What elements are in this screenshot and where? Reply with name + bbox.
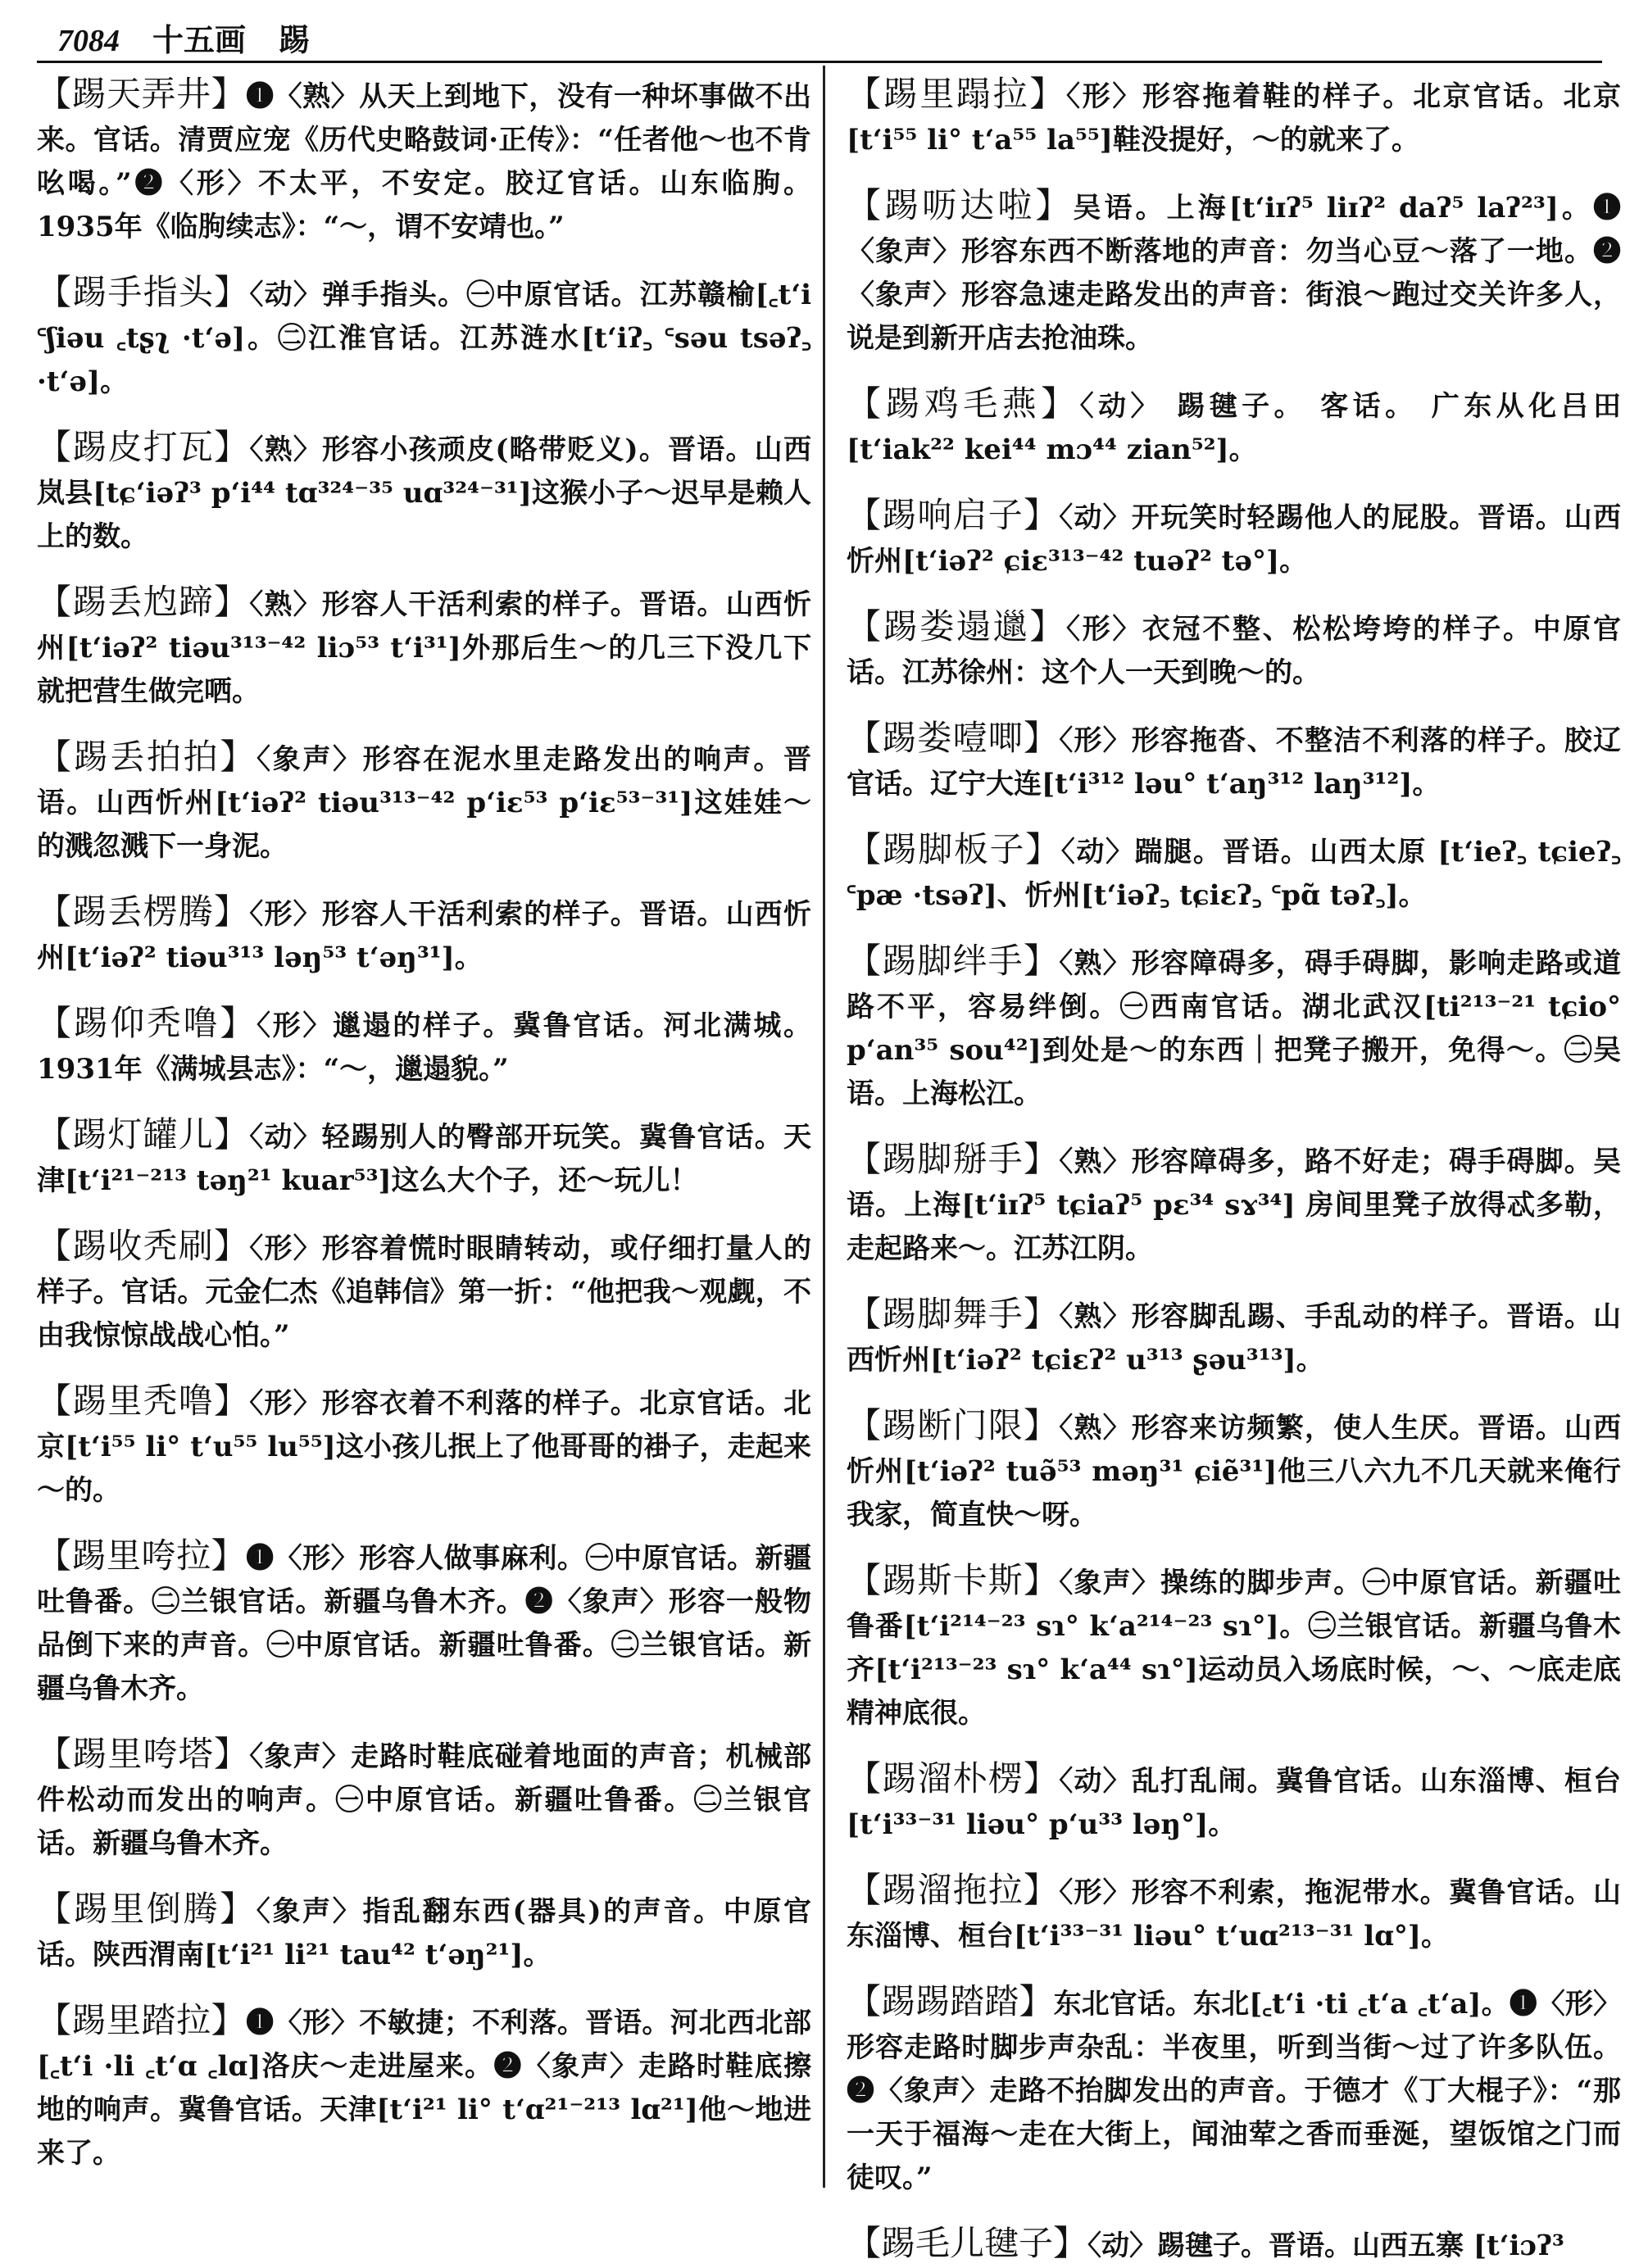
dictionary-entry [847,493,1621,583]
entry-headword: 【踢丢楞腾】 [37,891,250,932]
dictionary-entry [37,890,811,980]
entry-definition: 〈动〉乱打乱闹。冀鲁官话。山东淄博、桓台[tʻi³³⁻³¹ liəu° pʻu³³ ləŋ°]。 [847,1765,1621,1841]
section-label: 十五画 [152,21,247,58]
dictionary-entry [847,828,1621,918]
entry-headword: 【踢手指头】 [37,272,250,312]
index-character: 踢 [279,21,311,58]
dictionary-entry [37,580,811,714]
entry-headword: 【踢脚绊手】 [847,941,1060,981]
column-divider [823,66,825,2188]
entry-definition: 〈象声〉形容在泥水里走路发出的响声。晋语。山西忻州[tʻiəʔ² tiəu³¹³⁻⁴² pʻiɛ⁵³ pʻiɛ⁵³⁻³¹]这娃娃～的溅忽溅下一身泥。 [37,743,811,863]
entry-headword: 【踢脚板子】 [847,829,1061,869]
dictionary-entry [37,1224,811,1358]
entry-headword: 【踢娄噎唧】 [847,718,1060,758]
dictionary-entry [37,425,811,559]
page-header [57,15,310,56]
dictionary-entry [847,1137,1621,1271]
entry-definition: 〈象声〉指乱翻东西(器具)的声音。中原官话。陕西渭南[tʻi²¹ li²¹ tau⁴² tʻəŋ²¹]。 [37,1895,811,1971]
dictionary-entry [37,1534,811,1711]
entry-headword: 【踢里秃噜】 [37,1381,250,1421]
entry-definition: 〈形〉衣冠不整、松松垮垮的样子。中原官话。江苏徐州：这个人一天到晚～的。 [847,613,1621,689]
entry-headword: 【踢响启子】 [847,495,1060,535]
entry-headword: 【踢踢踏踏】 [847,1981,1054,2021]
dictionary-entry [37,1887,811,1977]
dictionary-entry [37,735,811,869]
entry-definition: 〈动〉踹腿。晋语。山西太原 [tʻieʔ꜆ tɕieʔ꜆ ꜂pæ ·tsəʔ]、忻州[tʻiəʔ꜆ tɕiɛʔ꜆ ꜂pɑ̃ təʔ꜆]。 [847,836,1621,912]
entry-headword: 【踢天弄井】 [37,74,247,114]
entry-headword: 【踢里倒腾】 [37,1889,257,1929]
entry-definition: 〈熟〉形容来访频繁，使人生厌。晋语。山西忻州[tʻiəʔ² tuə̃⁵³ məŋ³¹ ɕiẽ³¹]他三八六九不几天就来俺行我家，简直快～呀。 [847,1412,1621,1531]
entry-headword: 【踢娄遢邋】 [847,606,1066,646]
entry-definition: 〈象声〉操练的脚步声。㊀中原官话。新疆吐鲁番[tʻi²¹⁴⁻²³ sɿ° kʻa²¹⁴⁻²³ sɿ°]。㊁兰银官话。新疆乌鲁木齐[tʻi²¹³⁻²³ sɿ° kʻa⁴⁴ sɿ°]运动员入场底时候，～、～底走底精神底很。 [847,1567,1621,1730]
entry-headword: 【踢皮打瓦】 [37,427,250,467]
entry-definition: 〈动〉 踢毽子。 客话。 广东从化吕田[tʻiak²² kei⁴⁴ mɔ⁴⁴ zian⁵²]。 [847,390,1621,466]
dictionary-entry [847,1558,1621,1735]
header-rule [37,61,1602,63]
dictionary-entry [847,1868,1621,1958]
entry-definition: 〈形〉形容拖沓、不整洁不利落的样子。胶辽官话。辽宁大连[tʻi³¹² ləu° tʻaŋ³¹² laŋ³¹²]。 [847,724,1621,801]
entry-headword: 【踢鸡毛燕】 [847,383,1080,424]
entry-definition: 〈形〉形容不利索，拖泥带水。冀鲁官话。山东淄博、桓台[tʻi³³⁻³¹ liəu° tʻuɑ²¹³⁻³¹ lɑ°]。 [847,1876,1621,1953]
right-column [847,72,1621,2263]
entry-headword: 【踢里蹋拉】 [847,74,1066,114]
entry-definition: 吴语。上海[tʻiɪʔ⁵ liɪʔ² daʔ⁵ laʔ²³]。❶〈象声〉形容东西不断落地的声音：勿当心豆～落了一地。❷〈象声〉形容急速走路发出的声音：街浪～跑过交关许多人，说是到新开店去抢油珠。 [847,192,1621,355]
dictionary-entry [847,716,1621,806]
entry-definition: 〈熟〉形容障碍多，碍手碍脚，影响走路或道路不平，容易绊倒。㊀西南官话。湖北武汉[ti²¹³⁻²¹ tɕio° pʻan³⁵ sou⁴²]到处是～的东西｜把凳子搬开，免得～。㊁吴语。上海松江。 [847,947,1621,1110]
dictionary-entry [37,270,811,404]
dictionary-entry [847,184,1621,361]
left-column [37,72,811,2198]
entry-definition: 〈形〉邋遢的样子。冀鲁官话。河北满城。1931年《满城县志》：“～，邋遢貌。” [37,1009,811,1086]
page-number: 7084 [57,24,120,58]
entry-definition: 〈动〉弹手指头。㊀中原官话。江苏赣榆[꜀tʻi ꜂ʃiəu ꜀tʂʅ ·tʻə]。㊁江淮官话。江苏涟水[tʻiʔ꜆ ꜂səu tsəʔ꜆ ·tʻə]。 [37,279,811,398]
entry-headword: 【踢里咵塔】 [37,1734,250,1774]
entry-definition: 〈熟〉形容障碍多，路不好走；碍手碍脚。吴语。上海[tʻiɪʔ⁵ tɕiaʔ⁵ pɛ³⁴ sɤ³⁴] 房间里凳子放得忒多勒，走起路来～。江苏江阴。 [847,1145,1621,1265]
entry-headword: 【踢脚舞手】 [847,1294,1060,1334]
entry-headword: 【踢里踏拉】 [37,2000,247,2040]
entry-definition: ❶〈熟〉从天上到地下，没有一种坏事做不出来。官话。清贾应宠《历代史略鼓词·正传》：“任者他～也不肯吆喝。”❷〈形〉不太平，不安定。胶辽官话。山东临朐。1935年《临朐续志》：“～，谓不安靖也。” [37,80,811,243]
dictionary-entry [37,1998,811,2175]
dictionary-entry [37,1113,811,1203]
entry-headword: 【踢灯罐儿】 [37,1114,250,1154]
entry-headword: 【踢丢拍拍】 [37,737,257,777]
entry-definition: 〈动〉轻踢别人的臀部开玩笑。冀鲁官话。天津[tʻi²¹⁻²¹³ təŋ²¹ kuar⁵³]这么大个子，还～玩儿！ [37,1121,811,1197]
dictionary-entry [37,1732,811,1866]
entry-headword: 【踢溜朴楞】 [847,1758,1060,1799]
entry-headword: 【踢斯卡斯】 [847,1560,1060,1600]
entry-definition: 〈形〉形容衣着不利落的样子。北京官话。北京[tʻi⁵⁵ li° tʻu⁵⁵ lu⁵⁵]这小孩儿抿上了他哥哥的褂子，走起来～的。 [37,1387,811,1507]
dictionary-entry [37,1001,811,1091]
entry-headword: 【踢里咵拉】 [37,1535,247,1576]
dictionary-entry [847,1757,1621,1847]
entry-definition: ❶〈形〉不敏捷；不利落。晋语。河北西北部[꜀tʻi ·li ꜀tʻɑ ꜀lɑ]洛庆～走进屋来。❷〈象声〉走路时鞋底擦地的响声。冀鲁官话。天津[tʻi²¹ li° tʻɑ²¹⁻²¹³ lɑ²¹]他～地进来了。 [37,2007,811,2170]
dictionary-entry [37,1379,811,1513]
entry-definition: ❶〈形〉形容人做事麻利。㊀中原官话。新疆吐鲁番。㊁兰银官话。新疆乌鲁木齐。❷〈象声〉形容一般物品倒下来的声音。㊀中原官话。新疆吐鲁番。㊁兰银官话。新疆乌鲁木齐。 [37,1542,811,1705]
dictionary-entry [847,2221,1621,2268]
dictionary-entry [37,72,811,249]
entry-definition: 〈熟〉形容小孩顽皮(略带贬义)。晋语。山西岚县[tɕʻiəʔ³ pʻi⁴⁴ tɑ³²⁴⁻³⁵ uɑ³²⁴⁻³¹]这猴小子～迟早是赖人上的数。 [37,433,811,553]
entry-headword: 【踢收秃刷】 [37,1226,250,1266]
dictionary-entry [847,1292,1621,1382]
entry-definition: 〈象声〉走路时鞋底碰着地面的声音；机械部件松动而发出的响声。㊀中原官话。新疆吐鲁番。㊁兰银官话。新疆乌鲁木齐。 [37,1740,811,1860]
dictionary-entry [847,72,1621,162]
entry-headword: 【踢溜拖拉】 [847,1870,1060,1910]
dictionary-entry [847,1980,1621,2200]
entry-headword: 【踢脚掰手】 [847,1139,1060,1179]
entry-definition: 〈形〉形容着慌时眼睛转动，或仔细打量人的样子。官话。元金仁杰《追韩信》第一折：“他把我～观觑，不由我惊惊战战心怕。” [37,1232,811,1352]
entry-definition: 东北官话。东北[꜀tʻi ·ti ꜀tʻa ꜀tʻa]。❶〈形〉形容走路时脚步声杂乱：半夜里，听到当街～过了许多队伍。❷〈象声〉走路不抬脚发出的声音。于德才《丁大棍子》：“那一天于福海～走在大街上，闻油荤之香而垂涎，望饭馆之门而徒叹。” [847,1988,1621,2194]
entry-headword: 【踢仰秃噜】 [37,1003,257,1043]
entry-definition: 〈熟〉形容脚乱踢、手乱动的样子。晋语。山西忻州[tʻiəʔ² tɕiɛʔ² u³¹³ ʂəu³¹³]。 [847,1300,1621,1377]
entry-definition: 〈熟〉形容人干活利索的样子。晋语。山西忻州[tʻiəʔ² tiəu³¹³⁻⁴² liɔ⁵³ tʻi³¹]外那后生～的几三下没几下就把营生做完哂。 [37,588,811,708]
entry-definition: 〈形〉形容人干活利索的样子。晋语。山西忻州[tʻiəʔ² tiəu³¹³ ləŋ⁵³ tʻəŋ³¹]。 [37,898,811,974]
entry-headword: 【踢呖达啦】 [847,185,1074,225]
entry-definition: 〈形〉形容拖着鞋的样子。北京官话。北京[tʻi⁵⁵ li° tʻa⁵⁵ la⁵⁵]鞋没提好，～的就来了。 [847,80,1621,156]
dictionary-entry [847,382,1621,472]
entry-headword: 【踢毛儿毽子】 [847,2223,1088,2263]
dictionary-entry [847,605,1621,695]
entry-definition: 〈动〉踢毽子。晋语。山西五寨 [tʻiɔʔ³ [1087,2229,1564,2262]
dictionary-entry [847,939,1621,1116]
entry-headword: 【踢断门限】 [847,1405,1060,1445]
entry-definition: 〈动〉开玩笑时轻踢他人的屁股。晋语。山西忻州[tʻiəʔ² ɕiɛ³¹³⁻⁴² tuəʔ² tə°]。 [847,501,1621,578]
dictionary-entry [847,1404,1621,1537]
entry-headword: 【踢丢尥蹄】 [37,582,250,622]
